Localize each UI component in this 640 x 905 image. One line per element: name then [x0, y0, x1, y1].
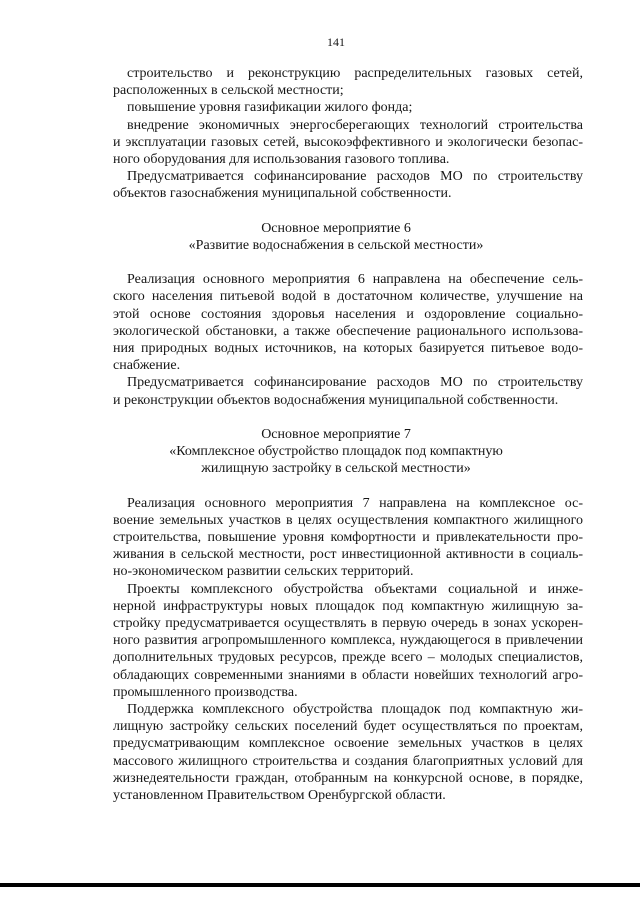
paragraph-line: и эксплуатации газовых сетей, высокоэффективного и экологически безопас- [113, 134, 583, 150]
paragraph-line: Предусматривается софинансирование расходов МО по строительству [127, 169, 583, 185]
paragraph-line: дополнительных трудовых ресурсов, прежде всего – молодых специалистов, [113, 650, 583, 666]
heading-line: Основное мероприятие 6 [261, 220, 411, 236]
paragraph-line: строительство и реконструкцию распределительных газовых сетей, [127, 66, 583, 81]
heading-line: жилищную застройку в сельской местности» [201, 461, 471, 477]
paragraph-line: этой основе состояния здоровья населения и оздоровление социально- [113, 306, 583, 322]
paragraph-line: стройку предусматривается осуществлять в первую очередь в зонах ускорен- [113, 616, 583, 631]
heading-line: Основное мероприятие 7 [261, 426, 411, 442]
paragraph-line: снабжение. [113, 358, 181, 374]
paragraph-line: массового жилищного строительства и создания благоприятных условий для [113, 753, 583, 769]
paragraph [113, 168, 583, 202]
paragraph-line: расположенных в сельской местности; [113, 83, 344, 99]
section-heading [113, 220, 583, 254]
paragraph-line: объектов газоснабжения муниципальной собственности. [113, 186, 452, 202]
paragraph [113, 701, 583, 804]
paragraph-line: Поддержка комплексного обустройства площадок под компактную жи- [127, 701, 583, 717]
paragraph-line: Реализация основного мероприятия 7 направлена на комплексное ос- [127, 495, 583, 511]
blank-line [113, 409, 583, 426]
section-heading [113, 426, 583, 478]
paragraph [113, 374, 583, 408]
paragraph-line: предусматривающим комплексное освоение земельных участков в целях [113, 736, 583, 752]
paragraph [113, 271, 583, 374]
page-body [113, 65, 583, 804]
paragraph-line: ского населения питьевой водой в достаточном количестве, улучшение на [113, 289, 583, 305]
paragraph-line: жизнедеятельности граждан, отобранным на конкурсной основе, в порядке, [113, 770, 583, 786]
section-activity-7 [113, 426, 583, 804]
paragraph-line: но-экономическом развитии сельских территорий. [113, 564, 414, 580]
section-gas-measures [113, 65, 583, 203]
page-number: 141 [327, 35, 345, 49]
paragraph-line: промышленного производства. [113, 684, 298, 700]
heading-line: «Развитие водоснабжения в сельской местности» [188, 237, 484, 253]
paragraph-line: ного развития агропромышленного комплекса, нуждающегося в привлечении [113, 633, 583, 649]
paragraph-line: нерной инфраструктуры новых площадок под компактную жилищную за- [113, 598, 583, 614]
paragraph-line: обладающих современными знаниями в области новейших технологий агро- [113, 667, 583, 683]
paragraph-line: воение земельных участков в целях осуществления компактного жилищного [113, 512, 583, 528]
paragraph-line: Реализация основного мероприятия 6 направлена на обеспечение сель- [127, 272, 583, 288]
list-item [113, 99, 583, 116]
paragraph-line: строительства, повышение уровня комфортности и привлекательности про- [113, 530, 583, 546]
list-item [113, 65, 583, 99]
list-item [113, 117, 583, 169]
paragraph-line: внедрение экономичных энергосберегающих технологий строительства [127, 117, 583, 133]
blank-line [113, 203, 583, 220]
paragraph-line: Предусматривается софинансирование расходов МО по строительству [127, 375, 583, 391]
paragraph [113, 581, 583, 701]
paragraph-line: Проекты комплексного обустройства объектами социальной и инже- [127, 581, 583, 597]
blank-line [113, 478, 583, 495]
paragraph-line: повышение уровня газификации жилого фонда; [127, 100, 413, 116]
paragraph [113, 495, 583, 581]
blank-line [113, 254, 583, 271]
paragraph-line: экологической обстановки, а также обеспечение рационального использова- [113, 323, 583, 339]
paragraph-line: ного оборудования для использования газового топлива. [113, 151, 450, 167]
section-activity-6 [113, 220, 583, 409]
paragraph-line: ния природных водных источников, на которых базируется питьевое водо- [113, 341, 583, 356]
paragraph-line: и реконструкции объектов водоснабжения муниципальной собственности. [113, 392, 559, 408]
heading-line: «Комплексное обустройство площадок под компактную [169, 444, 503, 460]
bottom-rule [0, 883, 640, 887]
paragraph-line: живания в сельской местности, рост инвестиционной активности в социаль- [113, 547, 583, 563]
paragraph-line: установленном Правительством Оренбургской области. [113, 787, 446, 803]
paragraph-line: лищную застройку сельских поселений будет осуществляться по проектам, [113, 719, 583, 735]
